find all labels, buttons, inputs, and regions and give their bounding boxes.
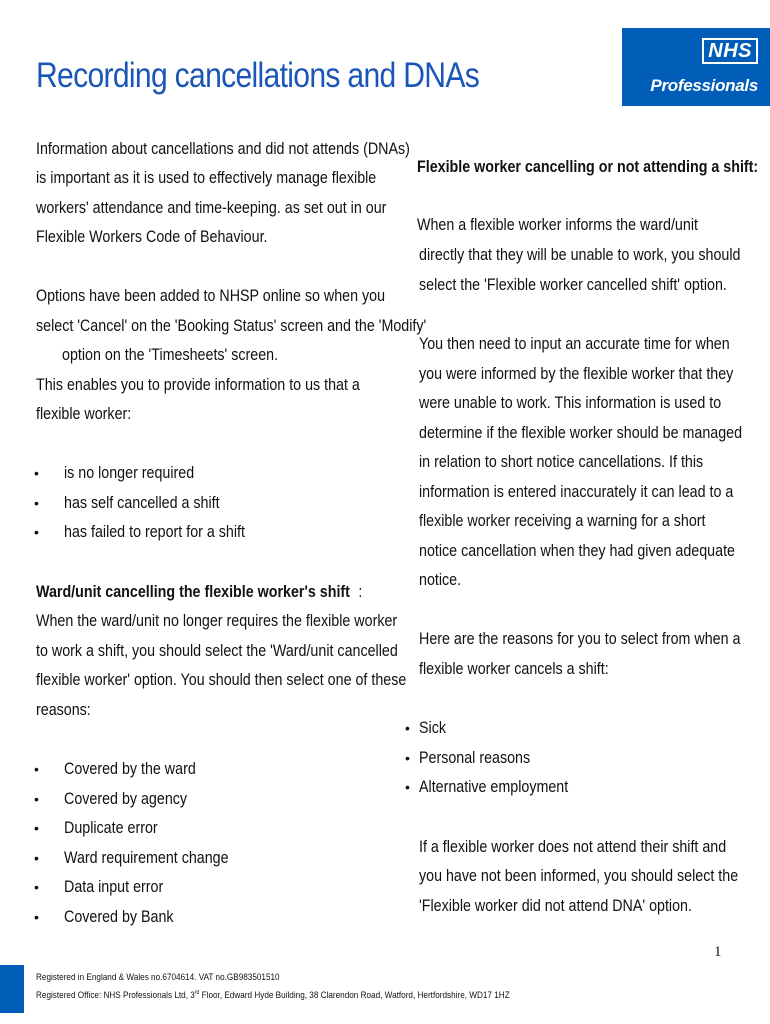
ward-reason-item: Data input error: [64, 877, 164, 896]
bullet-glyph: •: [405, 750, 410, 766]
right-para2-line: flexible worker receiving a warning for a short: [419, 511, 706, 530]
bullet-glyph: •: [34, 761, 39, 777]
worker-reason-item: Alternative employment: [419, 777, 569, 796]
ward-reason-item: Ward requirement change: [64, 848, 229, 867]
right-para2-line: in relation to short notice cancellations. If this: [419, 452, 704, 471]
ward-text-line: reasons:: [36, 700, 91, 719]
right-para4-line: If a flexible worker does not attend their shift and: [419, 837, 727, 856]
right-para4-line: 'Flexible worker did not attend DNA' option.: [419, 896, 692, 915]
ward-reason-item: Duplicate error: [64, 818, 158, 837]
right-para1-line: directly that they will be unable to work, you should: [419, 245, 741, 264]
logo-professionals-text: Professionals: [650, 76, 758, 95]
bullet-glyph: •: [34, 909, 39, 925]
options-line: select 'Cancel' on the 'Booking Status' screen and the 'Modify': [36, 316, 427, 335]
page-number: 1: [714, 944, 722, 960]
footer-address-sup: rd: [194, 990, 200, 996]
bullet-glyph: •: [34, 465, 39, 481]
footer-accent-bar: [0, 965, 24, 1013]
page-title: Recording cancellations and DNAs: [36, 56, 480, 95]
bullet-glyph: •: [34, 850, 39, 866]
ward-text-line: When the ward/unit no longer requires the flexible worker: [36, 611, 398, 630]
intro-line: is important as it is used to effectively manage flexible: [36, 168, 377, 187]
ward-reason-item: Covered by agency: [64, 789, 188, 808]
ward-heading: [36, 582, 362, 602]
bullet-glyph: •: [34, 524, 39, 540]
footer-address-part: Registered Office: NHS Professionals Ltd, 3: [36, 990, 195, 1002]
bullet-glyph: •: [34, 820, 39, 836]
ward-text-line: flexible worker' option. You should then select one of these: [36, 670, 407, 689]
worker-bullet-item: has failed to report for a shift: [64, 522, 245, 541]
right-para3-line: Here are the reasons for you to select from when a: [419, 629, 741, 648]
footer-registration: Registered in England & Wales no.6704614. VAT no.GB983501510: [36, 972, 280, 983]
ward-heading-text: Ward/unit cancelling the flexible worker's shift: [36, 582, 350, 601]
right-para2-line: you were informed by the flexible worker that they: [419, 364, 734, 383]
right-para2-line: notice cancellation when they had given adequate: [419, 541, 735, 560]
options-line: option on the 'Timesheets' screen.: [62, 345, 279, 364]
bullet-glyph: •: [34, 879, 39, 895]
worker-bullet-item: is no longer required: [64, 463, 195, 482]
options-line: Options have been added to NHSP online so when you: [36, 286, 386, 305]
right-para1-line: When a flexible worker informs the ward/unit: [417, 215, 698, 234]
footer-address: [36, 990, 510, 1001]
right-para4-line: you have not been informed, you should select the: [419, 866, 739, 885]
bullet-glyph: •: [34, 495, 39, 511]
options-line: This enables you to provide information to us that a: [36, 375, 360, 394]
worker-reason-item: Personal reasons: [419, 748, 531, 767]
right-para2-line: determine if the flexible worker should be managed: [419, 423, 743, 442]
nhs-professionals-logo: [622, 28, 770, 106]
right-para2-line: were unable to work. This information is used to: [419, 393, 722, 412]
right-para1-line: select the 'Flexible worker cancelled shift' option.: [419, 275, 727, 294]
ward-reason-item: Covered by Bank: [64, 907, 174, 926]
ward-text-line: to work a shift, you should select the 'Ward/unit cancelled: [36, 641, 398, 660]
footer-address-part: Floor, Edward Hyde Building, 38 Clarendon Road, Watford, Hertfordshire, WD17 1HZ: [199, 990, 510, 1002]
ward-heading-colon: :: [358, 582, 363, 601]
right-para2-line: You then need to input an accurate time for when: [419, 334, 730, 353]
bullet-glyph: •: [34, 791, 39, 807]
right-para2-line: information is entered inaccurately it can lead to a: [419, 482, 734, 501]
bullet-glyph: •: [405, 720, 410, 736]
bullet-glyph: •: [405, 779, 410, 795]
right-para2-line: notice.: [419, 570, 462, 589]
ward-reason-item: Covered by the ward: [64, 759, 196, 778]
options-line: flexible worker:: [36, 404, 132, 423]
intro-line: Flexible Workers Code of Behaviour.: [36, 227, 268, 246]
right-para3-line: flexible worker cancels a shift:: [419, 659, 609, 678]
logo-nhs-text: NHS: [702, 38, 758, 64]
worker-bullet-item: has self cancelled a shift: [64, 493, 220, 512]
flexible-worker-heading: Flexible worker cancelling or not attending a shift:: [417, 157, 759, 176]
worker-reason-item: Sick: [419, 718, 446, 737]
intro-line: Information about cancellations and did not attends (DNAs): [36, 139, 410, 158]
intro-line: workers' attendance and time-keeping. as set out in our: [36, 198, 387, 217]
